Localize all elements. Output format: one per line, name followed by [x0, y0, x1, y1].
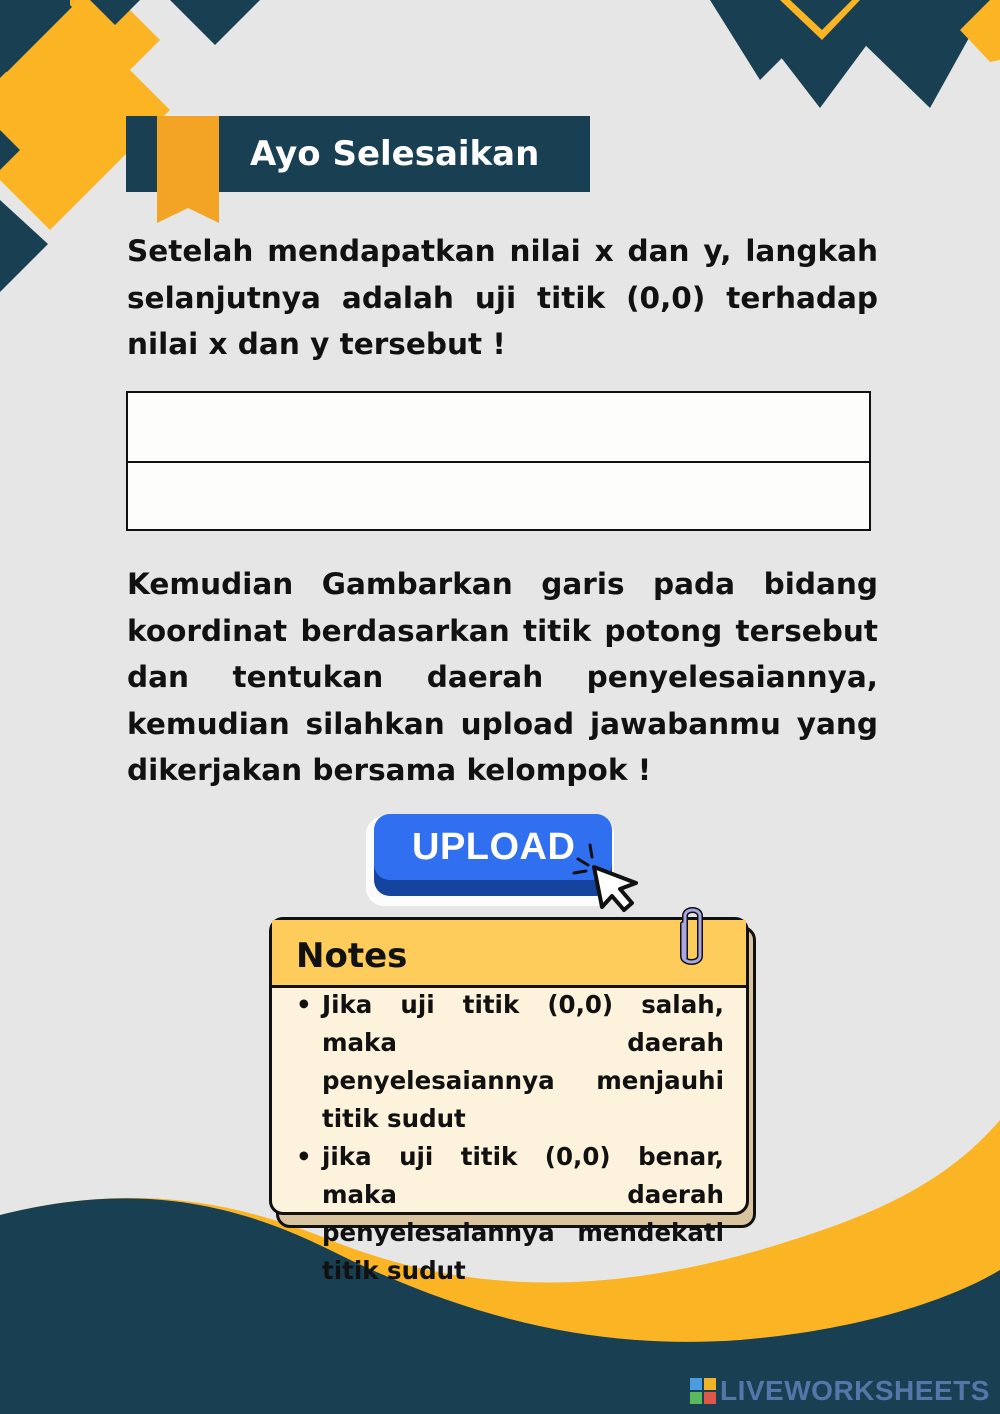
liveworksheets-logo-icon: [690, 1378, 716, 1404]
note-text-1: Jika uji titik (0,0) salah, maka daerah penyelesaiannya menjauhi titik sudut: [322, 990, 724, 1133]
instruction-text-1: Setelah mendapatkan nilai x dan y, langkah selanjutnya adalah uji titik (0,0) terhadap nilai x dan y tersebut !: [127, 234, 878, 361]
bullet-icon: •: [296, 990, 312, 1019]
cursor-click-icon: [572, 843, 644, 913]
answer-box: [126, 391, 871, 531]
list-item: [292, 1138, 724, 1290]
list-item: [292, 986, 724, 1138]
paperclip-icon: [672, 900, 712, 970]
answer-input-1[interactable]: [128, 393, 869, 461]
note-text-2: jika uji titik (0,0) benar, maka daerah penyelesaiannya mendekati titik sudut: [322, 1142, 724, 1285]
page-title: Ayo Selesaikan: [250, 134, 540, 174]
upload-button[interactable]: UPLOAD: [374, 814, 612, 880]
answer-input-2[interactable]: [128, 461, 869, 529]
liveworksheets-watermark: [690, 1374, 990, 1408]
bullet-icon: •: [296, 1142, 312, 1171]
notes-list: [292, 986, 724, 1290]
bookmark-ribbon-icon: [157, 116, 219, 223]
notes-title: Notes: [296, 936, 408, 976]
watermark-text: LIVEWORKSHEETS: [720, 1375, 990, 1406]
instruction-text-2: Kemudian Gambarkan garis pada bidang koordinat berdasarkan titik potong tersebut dan tentukan daerah penyelesaiannya, kemudian silahkan upload jawabanmu yang dikerjakan bersama kelompok !: [127, 567, 878, 787]
